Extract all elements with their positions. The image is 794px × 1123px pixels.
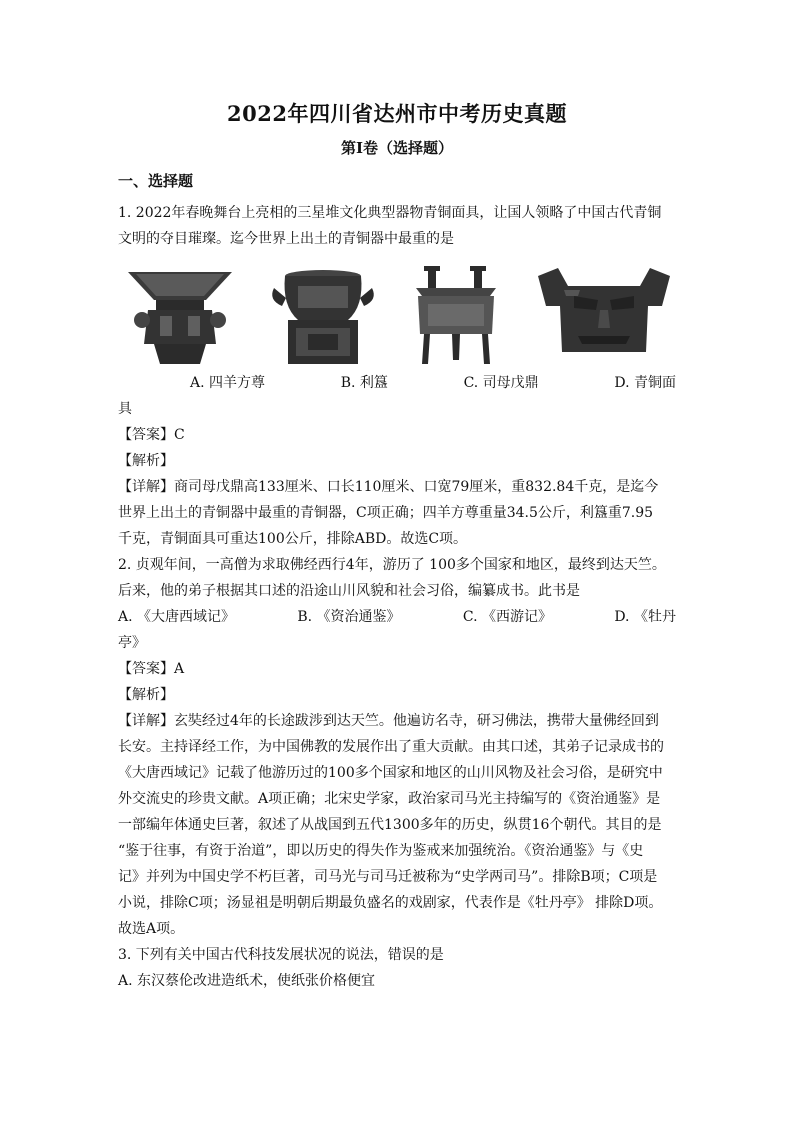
q2-stem-line2: 后来，他的弟子根据其口述的沿途山川风貌和社会习俗，编纂成书。此书是 bbox=[118, 583, 580, 599]
q1-option-c[interactable]: C. 司母戊鼎 bbox=[463, 375, 539, 391]
document-body bbox=[118, 200, 676, 994]
q2-option-c[interactable]: C. 《西游记》 bbox=[462, 609, 552, 625]
four-ram-square-zun-image bbox=[120, 266, 240, 366]
q2-detail-line8: 小说，排除C项；汤显祖是明朝后期最负盛名的戏剧家，代表作是《牡丹亭》 排除D项。 bbox=[118, 895, 663, 911]
q2-detail-line6: “鉴于往事，有资于治道”，即以历史的得失作为鉴戒来加强统治。《资治通鉴》与《史 bbox=[118, 843, 644, 859]
q1-answer: 【答案】C bbox=[118, 427, 185, 443]
q1-image-row bbox=[118, 260, 676, 366]
q2-option-d-cont: 亭》 bbox=[118, 635, 146, 651]
section-heading: 一、选择题 bbox=[118, 172, 194, 190]
q2-option-a[interactable]: A. 《大唐西域记》 bbox=[118, 609, 236, 625]
q2-detail-line2: 长安。主持译经工作，为中国佛教的发展作出了重大贡献。由其口述，其弟子记录成书的 bbox=[118, 739, 664, 755]
q2-option-b[interactable]: B. 《资治通鉴》 bbox=[297, 609, 401, 625]
q1-analysis: 【解析】 bbox=[118, 453, 174, 469]
q2-option-d[interactable]: D. 《牡丹 bbox=[614, 609, 676, 625]
q2-detail-line9: 故选A项。 bbox=[118, 921, 185, 937]
q1-option-a[interactable]: A. 四羊方尊 bbox=[190, 375, 266, 391]
q2-detail-line5: 一部编年体通史巨著，叙述了从战国到五代1300多年的历史，纵贯16个朝代。其目的是 bbox=[118, 817, 662, 833]
q1-detail-line3: 千克，青铜面具可重达100公斤，排除ABD。故选C项。 bbox=[118, 531, 468, 547]
q2-stem-line1: 2. 贞观年间，一高僧为求取佛经西行4年，游历了 100多个国家和地区，最终到达天竺。 bbox=[118, 557, 666, 573]
simuwu-ding-image bbox=[406, 266, 506, 366]
q1-stem-line2: 文明的夺目璀璨。迄今世界上出土的青铜器中最重的是 bbox=[118, 231, 454, 247]
q2-detail-line4: 外交流史的珍贵文献。A项正确；北宋史学家，政治家司马光主持编写的《资治通鉴》是 bbox=[118, 791, 661, 807]
q2-options bbox=[118, 604, 676, 630]
q2-detail-line7: 记》并列为中国史学不朽巨著，司马光与司马迁被称为“史学两司马”。排除B项；C项是 bbox=[118, 869, 658, 885]
q1-option-b[interactable]: B. 利簋 bbox=[340, 375, 388, 391]
q1-option-d[interactable]: D. 青铜面 bbox=[614, 375, 676, 391]
bronze-mask-image bbox=[534, 266, 674, 366]
q2-answer: 【答案】A bbox=[118, 661, 185, 677]
q3-stem: 3. 下列有关中国古代科技发展状况的说法，错误的是 bbox=[118, 947, 444, 963]
q2-analysis: 【解析】 bbox=[118, 687, 174, 703]
li-gui-image bbox=[268, 266, 378, 366]
q1-option-d-cont: 具 bbox=[118, 401, 132, 417]
q1-options bbox=[118, 370, 676, 396]
page-subtitle: 第Ⅰ卷（选择题） bbox=[340, 139, 454, 157]
q1-detail-line1: 【详解】商司母戊鼎高133厘米、口长110厘米、口宽79厘米，重832.84千克，是迄今 bbox=[118, 479, 659, 495]
q3-option-a[interactable]: A. 东汉蔡伦改进造纸术，使纸张价格便宜 bbox=[118, 973, 376, 989]
q1-stem-line1: 1. 2022年春晚舞台上亮相的三星堆文化典型器物青铜面具，让国人领略了中国古代青铜 bbox=[118, 205, 662, 221]
q1-detail-line2: 世界上出土的青铜器中最重的青铜器，C项正确；四羊方尊重量34.5公斤，利簋重7.95 bbox=[118, 505, 654, 521]
q2-detail-line1: 【详解】玄奘经过4年的长途跋涉到达天竺。他遍访名寺，研习佛法，携带大量佛经回到 bbox=[118, 713, 659, 729]
q2-detail-line3: 《大唐西域记》记载了他游历过的100多个国家和地区的山川风物及社会习俗，是研究中 bbox=[118, 765, 663, 781]
page-title: 2022年四川省达州市中考历史真题 bbox=[227, 101, 567, 126]
